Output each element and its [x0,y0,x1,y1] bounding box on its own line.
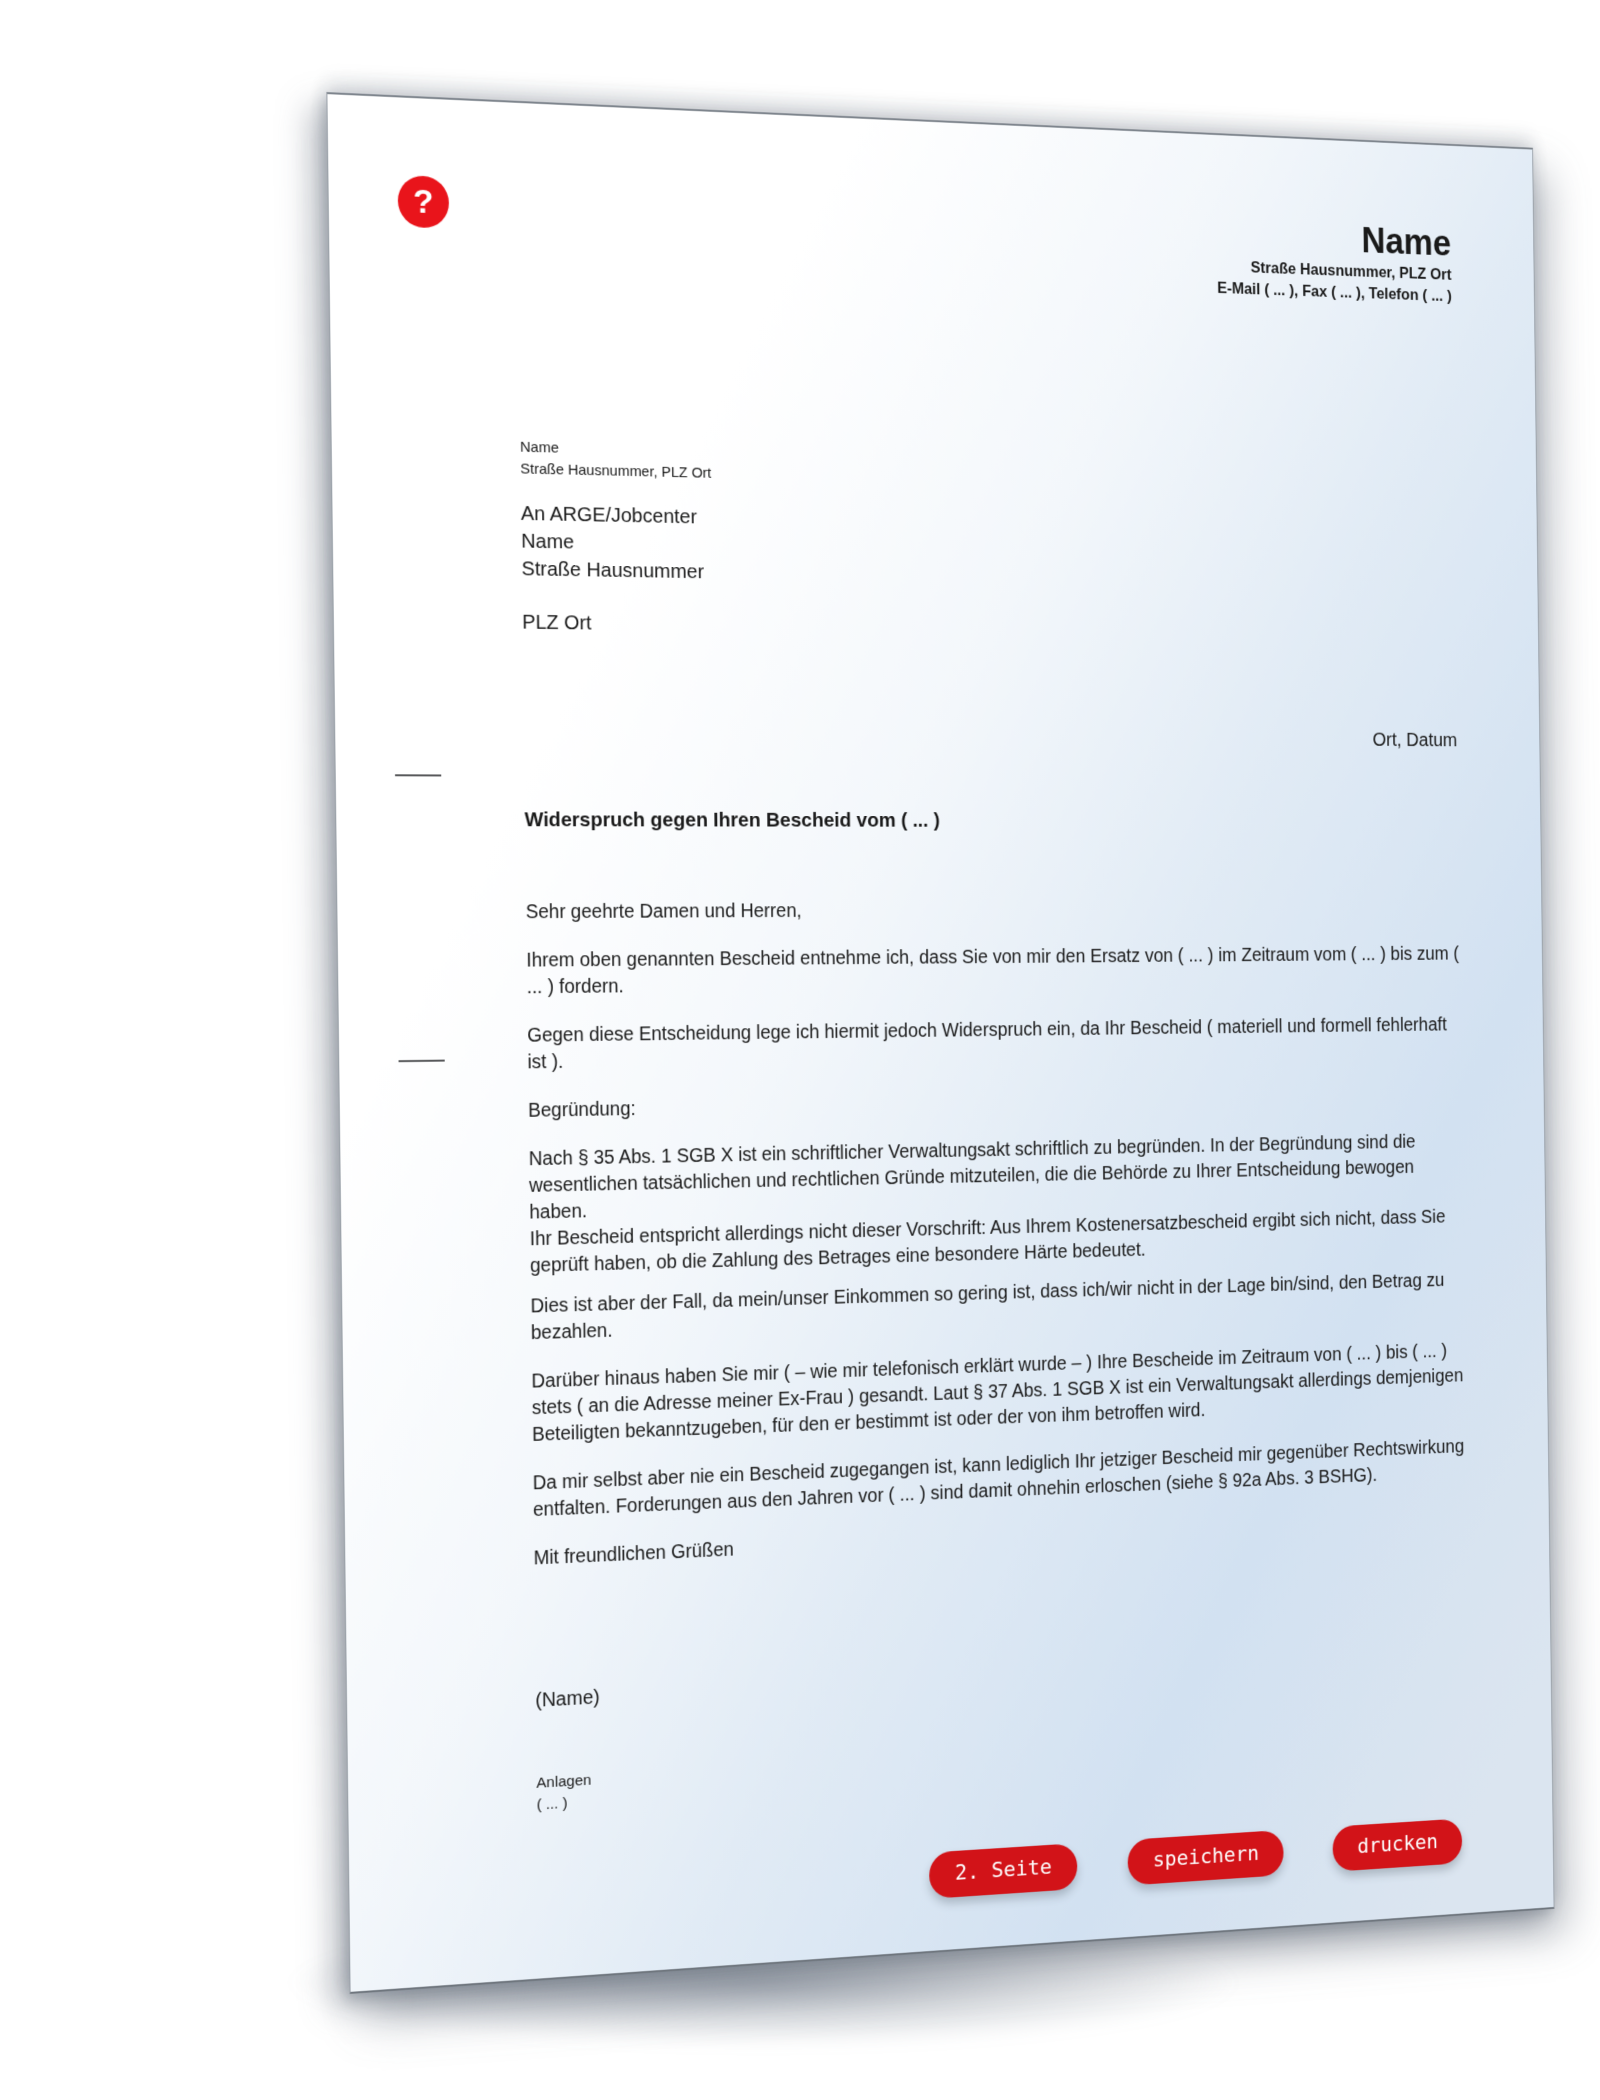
recipient-line: Straße Hausnummer [521,557,705,584]
sender-address: Straße Hausnummer, PLZ Ort [520,460,712,482]
letterhead-address: Straße Hausnummer, PLZ Ort [1250,259,1452,284]
letter-page [326,92,1554,1994]
paragraph-hardship: Dies ist aber der Fall, da mein/unser Einkommen so gering ist, dass ich/wir nicht in der Lage bin/sind, den Betrag zu bezahlen. [530,1270,1445,1345]
letterhead-contact: E-Mail ( ... ), Fax ( ... ), Telefon ( ... ) [1217,279,1452,305]
print-button[interactable]: drucken [1333,1818,1463,1871]
help-icon[interactable]: ? [398,175,450,229]
recipient-line: Name [521,529,575,554]
fold-mark-bottom [399,1060,445,1063]
paragraph-intro: Ihrem oben genannten Bescheid entnehme ich, dass Sie von mir den Ersatz von ( ... ) im Zeitraum vom ( ... ) bis zum ( ... ) fordern. [526,943,1460,999]
fold-mark-top [395,774,441,776]
paragraph-conclusion: Da mir selbst aber nie ein Bescheid zugegangen ist, kann lediglich Ihr jetziger Bescheid mir gegenüber Rechtswirkung entfalten. Forderungen aus den Jahren vor ( ... ) sind damit ohnehin erloschen (siehe § 92a Abs. 3 BSHG). [532,1436,1465,1522]
subject-line: Widerspruch gegen Ihren Bescheid vom ( ... ) [524,808,940,832]
page2-button[interactable]: 2. Seite [929,1843,1078,1899]
letterhead-name: Name [1361,221,1452,265]
save-button[interactable]: speichern [1127,1830,1284,1886]
recipient-city-line: PLZ Ort [522,610,592,635]
salutation: Sehr geehrte Damen und Herren, [525,900,802,924]
paragraph-delivery: Darüber hinaus haben Sie mir ( – wie mir telefonisch erklärt wurde – ) Ihre Bescheide im Zeitraum von ( ... ) bis ( ... ) stets ( an die Adresse meiner Ex-Frau ) gesandt. Laut § 37 Abs. 1 SGB X ist ein Verwaltungsakt allerdings demjenigen Beteiligten bekanntzugeben, für den er bestimmt ist oder der von ihm betroffen wird. [531,1340,1464,1446]
signature-name: (Name) [535,1686,600,1712]
reason-heading: Begründung: [528,1098,636,1122]
sender-block [520,437,711,485]
closing: Mit freundlichen Grüßen [533,1538,734,1570]
enclosures-value: ( ... ) [536,1794,568,1814]
letterhead [1216,214,1452,307]
recipient-spacer [522,583,705,611]
recipient-line: An ARGE/Jobcenter [520,502,698,529]
paragraph-objection: Gegen diese Entscheidung lege ich hiermit jedoch Widerspruch ein, da Ihr Bescheid ( materiell und formell fehlerhaft ist ). [527,1014,1447,1074]
recipient-block [521,500,705,639]
sender-name: Name [519,438,559,457]
letter-body [526,896,1468,1594]
paragraph-legal-basis: Nach § 35 Abs. 1 SGB X ist ein schriftlicher Verwaltungsakt schriftlich zu begründen. In der Begründung sind die wesentlichen tatsächlichen und rechtlichen Gründe mitzuteilen, die die Behörde zu Ihrer Entscheidung bewogen haben. Ihr Bescheid entspricht allerdings nicht dieser Vorschrift: Aus Ihrem Kostenersatzbescheid ergibt sich nicht, dass Sie geprüft haben, ob die Zahlung des Betrages eine besondere Härte bedeutet. [528,1131,1446,1277]
enclosures-label: Anlagen [536,1771,592,1792]
action-buttons [929,1818,1462,1899]
date-line: Ort, Datum [1372,729,1458,751]
enclosures-block [536,1770,591,1817]
